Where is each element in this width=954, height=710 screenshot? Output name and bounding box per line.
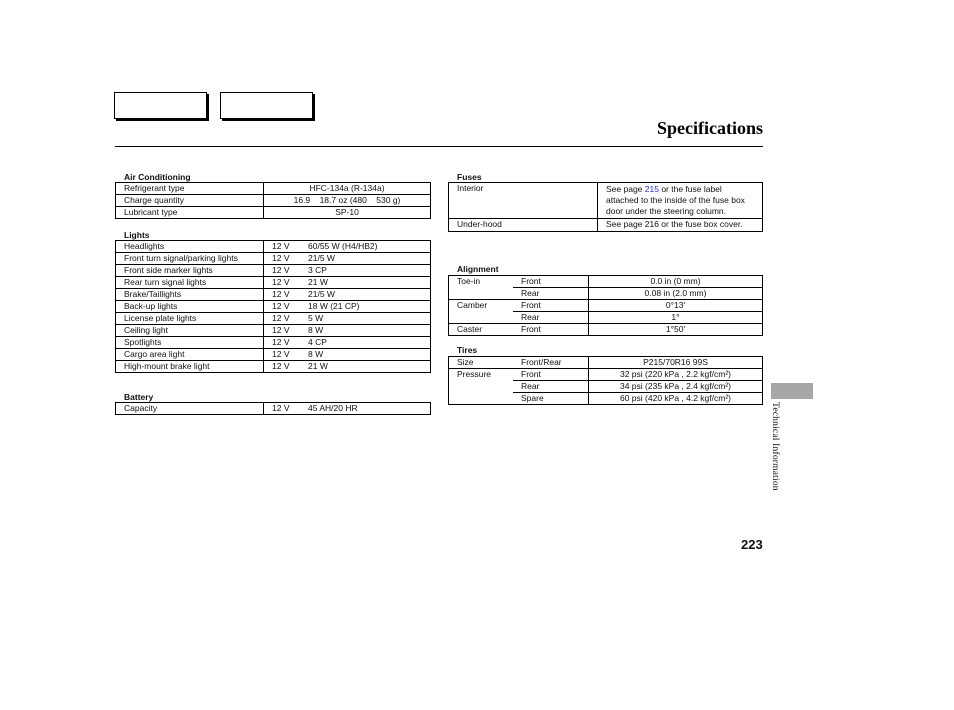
battery-label: Capacity [116,403,264,415]
light-wattage: 60/55 W (H4/HB2) [300,241,431,253]
light-voltage: 12 V [264,361,301,373]
tire-label: Size [449,357,514,369]
table-row [449,276,763,288]
light-wattage: 8 W [300,325,431,337]
table-row [449,324,763,336]
alignment-label: Toe-in [449,276,514,288]
light-voltage: 12 V [264,253,301,265]
table-row [116,403,431,415]
table-row [116,195,431,207]
table-row [116,301,431,313]
table-row [449,381,763,393]
light-voltage: 12 V [264,301,301,313]
light-wattage: 5 W [300,313,431,325]
fuse-interior-prefix: See page [606,184,645,194]
tire-position: Spare [513,393,589,405]
fuses-table [448,182,763,232]
light-wattage: 4 CP [300,337,431,349]
light-label: High-mount brake light [116,361,264,373]
table-row [449,357,763,369]
table-row [116,265,431,277]
alignment-value: 0.08 in (2.0 mm) [589,288,763,300]
alignment-label [449,288,514,300]
tire-value: 60 psi (420 kPa , 4.2 kgf/cm²) [589,393,763,405]
ac-label: Refrigerant type [116,183,264,195]
alignment-label: Caster [449,324,514,336]
alignment-position: Rear [513,312,589,324]
tire-value: 32 psi (220 kPa , 2.2 kgf/cm²) [589,369,763,381]
battery-title: Battery [124,392,154,402]
table-row [116,361,431,373]
light-label: Cargo area light [116,349,264,361]
tire-position: Front [513,369,589,381]
fuse-page-link[interactable]: 215 [644,184,659,194]
fuse-interior-suffix: or the fuse label attached to the inside of the fuse box door under the steering column. [606,184,745,216]
page-title: Specifications [657,118,763,138]
lights-table [115,240,431,373]
light-label: License plate lights [116,313,264,325]
fuse-underhood-value: See page 216 or the fuse box cover. [598,219,763,232]
alignment-label [449,312,514,324]
air-conditioning-title: Air Conditioning [124,172,191,182]
fuses-title: Fuses [457,172,482,182]
table-row [116,253,431,265]
light-label: Ceiling light [116,325,264,337]
light-label: Front side marker lights [116,265,264,277]
air-conditioning-table [115,182,431,219]
table-row [116,289,431,301]
light-voltage: 12 V [264,277,301,289]
light-label: Rear turn signal lights [116,277,264,289]
table-row [449,369,763,381]
table-row [116,313,431,325]
table-row [116,183,431,195]
alignment-position: Rear [513,288,589,300]
light-voltage: 12 V [264,349,301,361]
alignment-position: Front [513,276,589,288]
light-label: Front turn signal/parking lights [116,253,264,265]
section-tab[interactable] [771,383,813,399]
alignment-table [448,275,763,336]
light-wattage: 21/5 W [300,289,431,301]
ac-value: 16.9 18.7 oz (480 530 g) [264,195,431,207]
light-wattage: 3 CP [300,265,431,277]
light-voltage: 12 V [264,265,301,277]
light-wattage: 18 W (21 CP) [300,301,431,313]
tire-position: Rear [513,381,589,393]
light-wattage: 21 W [300,361,431,373]
light-voltage: 12 V [264,325,301,337]
light-wattage: 21/5 W [300,253,431,265]
battery-voltage: 12 V [264,403,301,415]
ac-label: Lubricant type [116,207,264,219]
alignment-position: Front [513,300,589,312]
alignment-value: 0.0 in (0 mm) [589,276,763,288]
table-row [449,219,763,232]
battery-value: 45 AH/20 HR [300,403,431,415]
section-tab-label: Technical Information [770,402,780,491]
title-divider [115,146,763,147]
battery-table [115,402,431,415]
alignment-value: 1°50′ [589,324,763,336]
light-label: Headlights [116,241,264,253]
table-row [449,183,763,219]
table-row [116,325,431,337]
table-row [116,207,431,219]
light-voltage: 12 V [264,241,301,253]
light-wattage: 21 W [300,277,431,289]
nav-button-1[interactable] [114,92,207,119]
tire-label [449,393,514,405]
table-row [449,288,763,300]
table-row [116,337,431,349]
table-row [116,241,431,253]
page-number: 223 [741,537,763,552]
table-row [449,393,763,405]
nav-button-2[interactable] [220,92,313,119]
light-voltage: 12 V [264,337,301,349]
light-label: Spotlights [116,337,264,349]
ac-value: HFC-134a (R-134a) [264,183,431,195]
tire-value: P215/70R16 99S [589,357,763,369]
alignment-label: Camber [449,300,514,312]
table-row [116,277,431,289]
fuse-interior-value [598,183,763,219]
ac-value: SP-10 [264,207,431,219]
tire-position: Front/Rear [513,357,589,369]
light-label: Back-up lights [116,301,264,313]
table-row [116,349,431,361]
alignment-position: Front [513,324,589,336]
tire-value: 34 psi (235 kPa , 2.4 kgf/cm²) [589,381,763,393]
light-voltage: 12 V [264,289,301,301]
table-row [449,312,763,324]
fuse-label: Under-hood [449,219,598,232]
alignment-title: Alignment [457,264,499,274]
tire-label: Pressure [449,369,514,381]
lights-title: Lights [124,230,150,240]
light-voltage: 12 V [264,313,301,325]
tires-table [448,356,763,405]
fuse-label: Interior [449,183,598,219]
table-row [449,300,763,312]
tires-title: Tires [457,345,478,355]
alignment-value: 1° [589,312,763,324]
light-label: Brake/Taillights [116,289,264,301]
tire-label [449,381,514,393]
light-wattage: 8 W [300,349,431,361]
alignment-value: 0°13′ [589,300,763,312]
ac-label: Charge quantity [116,195,264,207]
